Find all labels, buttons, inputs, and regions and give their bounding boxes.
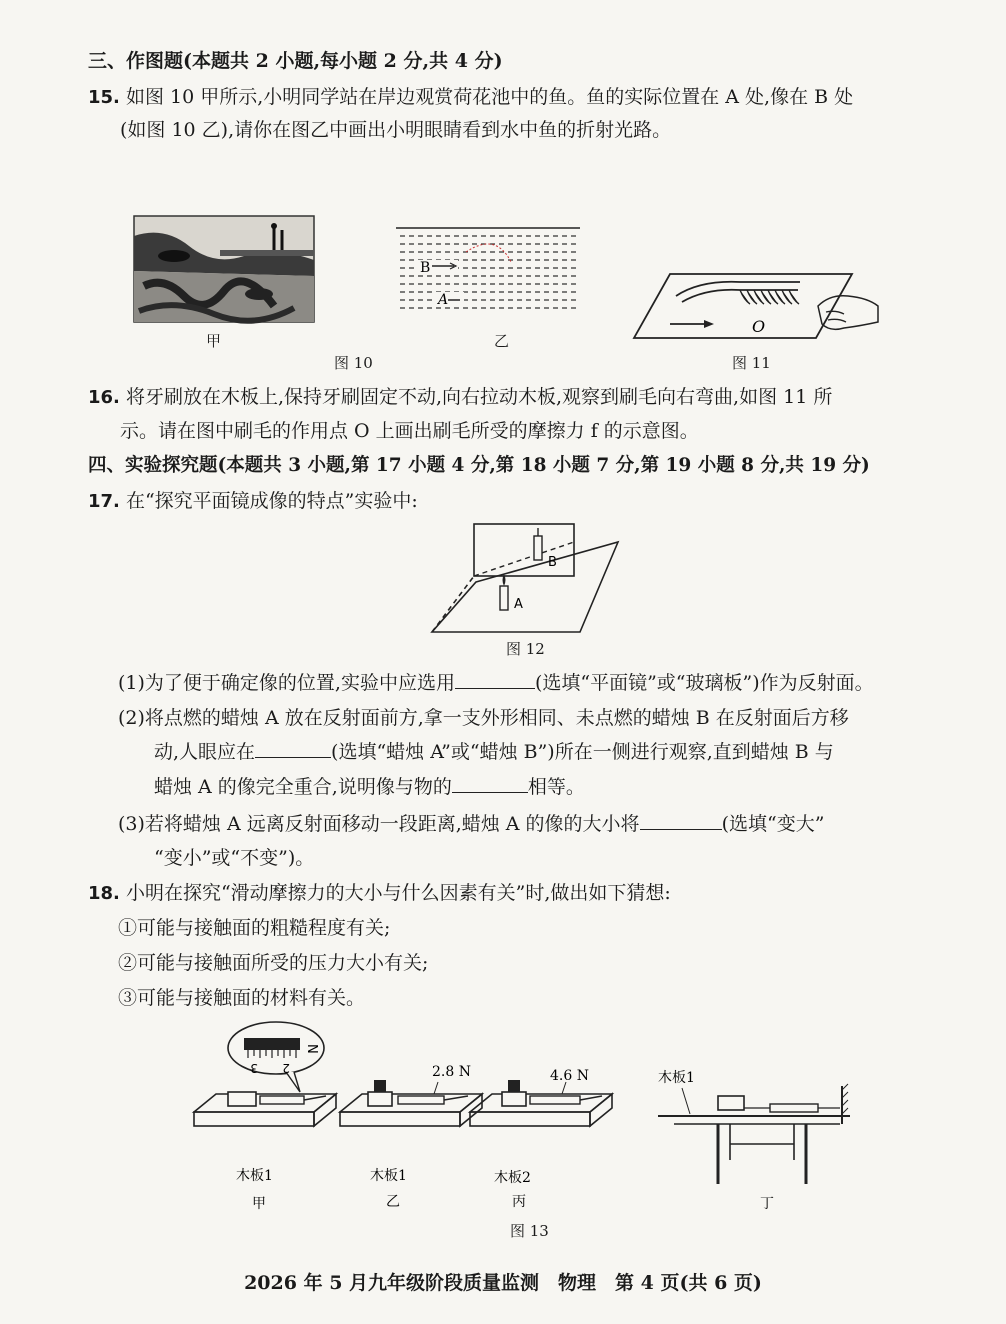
figure-12-label-a: A — [514, 597, 523, 612]
dial-2-label: 2 — [282, 1061, 290, 1075]
board-label-a: 木板1 — [236, 1168, 273, 1184]
question-17-intro: 在“探究平面镜成像的特点”实验中: — [125, 490, 418, 512]
question-17-part-2-text-c: 蜡烛 A 的像完全重合,说明像与物的 — [154, 776, 452, 798]
question-15-line-1 — [88, 84, 853, 111]
question-16-text-1: 将牙刷放在木板上,保持牙刷固定不动,向右拉动木板,观察到刷毛向右弯曲,如图 11 所 — [125, 386, 833, 408]
question-18-guess-2: ②可能与接触面所受的压力大小有关; — [118, 952, 429, 974]
question-16-line-2: 示。请在图中刷毛的作用点 O 上画出刷毛所受的摩擦力 f 的示意图。 — [120, 420, 699, 442]
question-18-intro-line — [88, 880, 671, 907]
figure-12-label-b: B — [548, 555, 557, 570]
figure-11-label-o: O — [752, 317, 766, 336]
question-18-guess-3: ③可能与接触面的材料有关。 — [118, 987, 366, 1009]
figure-12-mirror-diagram — [430, 522, 620, 634]
question-18-intro: 小明在探究“滑动摩擦力的大小与什么因素有关”时,做出如下猜想: — [125, 882, 671, 904]
force-reading-b: 2.8 N — [432, 1064, 471, 1080]
dial-n-label: N — [304, 1044, 319, 1054]
answer-blank-17-3[interactable] — [640, 811, 722, 830]
page-footer: 2026 年 5 月九年级阶段质量监测 物理 第 4 页(共 6 页) — [244, 1272, 762, 1294]
question-17-part-3-text-b: (选填“变大” — [721, 813, 825, 835]
figure-11-caption: 图 11 — [732, 354, 771, 372]
question-17-part-1 — [118, 670, 874, 696]
question-17-part-2-text-a: 动,人眼应在 — [154, 741, 256, 763]
question-17-part-2-line-1: (2)将点燃的蜡烛 A 放在反射面前方,拿一支外形相同、未点燃的蜡烛 B 在反射面后方移 — [118, 707, 849, 729]
figure-10-caption: 图 10 — [334, 354, 373, 372]
question-17-part-3-line-2: “变小”或“不变”)。 — [154, 847, 315, 869]
question-15-text-1: 如图 10 甲所示,小明同学站在岸边观赏荷花池中的鱼。鱼的实际位置在 A 处,像在 B 处 — [125, 86, 854, 108]
figure-13-sub-a: 甲 — [252, 1196, 266, 1212]
question-16-number: 16. — [88, 387, 120, 408]
board-label-c: 木板2 — [494, 1170, 531, 1186]
figure-10-sub-a: 甲 — [206, 332, 222, 350]
dial-3-label: 3 — [250, 1061, 258, 1075]
question-17-part-1-text-b: (选填“平面镜”或“玻璃板”)作为反射面。 — [534, 672, 874, 694]
board-label-b: 木板1 — [370, 1168, 407, 1184]
figure-10-sub-b: 乙 — [494, 332, 510, 350]
figure-13-sub-d: 丁 — [760, 1196, 774, 1212]
answer-blank-17-1[interactable] — [455, 670, 535, 689]
figure-10-label-b: B — [420, 260, 431, 276]
question-15-line-2: (如图 10 乙),请你在图乙中画出小明眼睛看到水中鱼的折射光路。 — [120, 119, 672, 141]
question-15-number: 15. — [88, 87, 120, 108]
question-16-line-1 — [88, 384, 832, 411]
section-3-heading: 三、作图题(本题共 2 小题,每小题 2 分,共 4 分) — [88, 50, 503, 72]
figure-11-toothbrush-diagram — [630, 266, 880, 344]
figure-10-water-diagram — [396, 222, 580, 318]
figure-10-label-a: A — [438, 292, 449, 308]
question-17-part-2-line-3 — [154, 774, 585, 800]
figure-13-sub-b: 乙 — [386, 1194, 400, 1210]
figure-13-caption: 图 13 — [510, 1222, 549, 1240]
board-label-d: 木板1 — [658, 1070, 695, 1086]
figure-13-friction-diagram — [190, 1020, 860, 1220]
question-17-part-3-text-a: (3)若将蜡烛 A 远离反射面移动一段距离,蜡烛 A 的像的大小将 — [118, 813, 640, 835]
question-17-part-3-line-1 — [118, 811, 824, 837]
question-17-part-2-line-2 — [154, 739, 834, 765]
section-4-heading: 四、实验探究题(本题共 3 小题,第 17 小题 4 分,第 18 小题 7 分,第 19 小题 8 分,共 19 分) — [88, 455, 870, 476]
question-17-intro-line — [88, 488, 418, 515]
question-18-guess-1: ①可能与接触面的粗糙程度有关; — [118, 917, 391, 939]
question-17-part-1-text-a: (1)为了便于确定像的位置,实验中应选用 — [118, 672, 455, 694]
figure-12-caption: 图 12 — [506, 640, 545, 658]
question-18-number: 18. — [88, 883, 120, 904]
answer-blank-17-2a[interactable] — [255, 739, 331, 758]
answer-blank-17-2b[interactable] — [452, 774, 528, 793]
figure-10-photo — [134, 216, 314, 322]
question-17-part-2-text-b: (选填“蜡烛 A”或“蜡烛 B”)所在一侧进行观察,直到蜡烛 B 与 — [331, 741, 834, 763]
question-17-part-2-text-d: 相等。 — [527, 776, 585, 798]
force-reading-c: 4.6 N — [550, 1068, 589, 1084]
figure-13-sub-c: 丙 — [512, 1194, 526, 1210]
question-17-number: 17. — [88, 491, 120, 512]
